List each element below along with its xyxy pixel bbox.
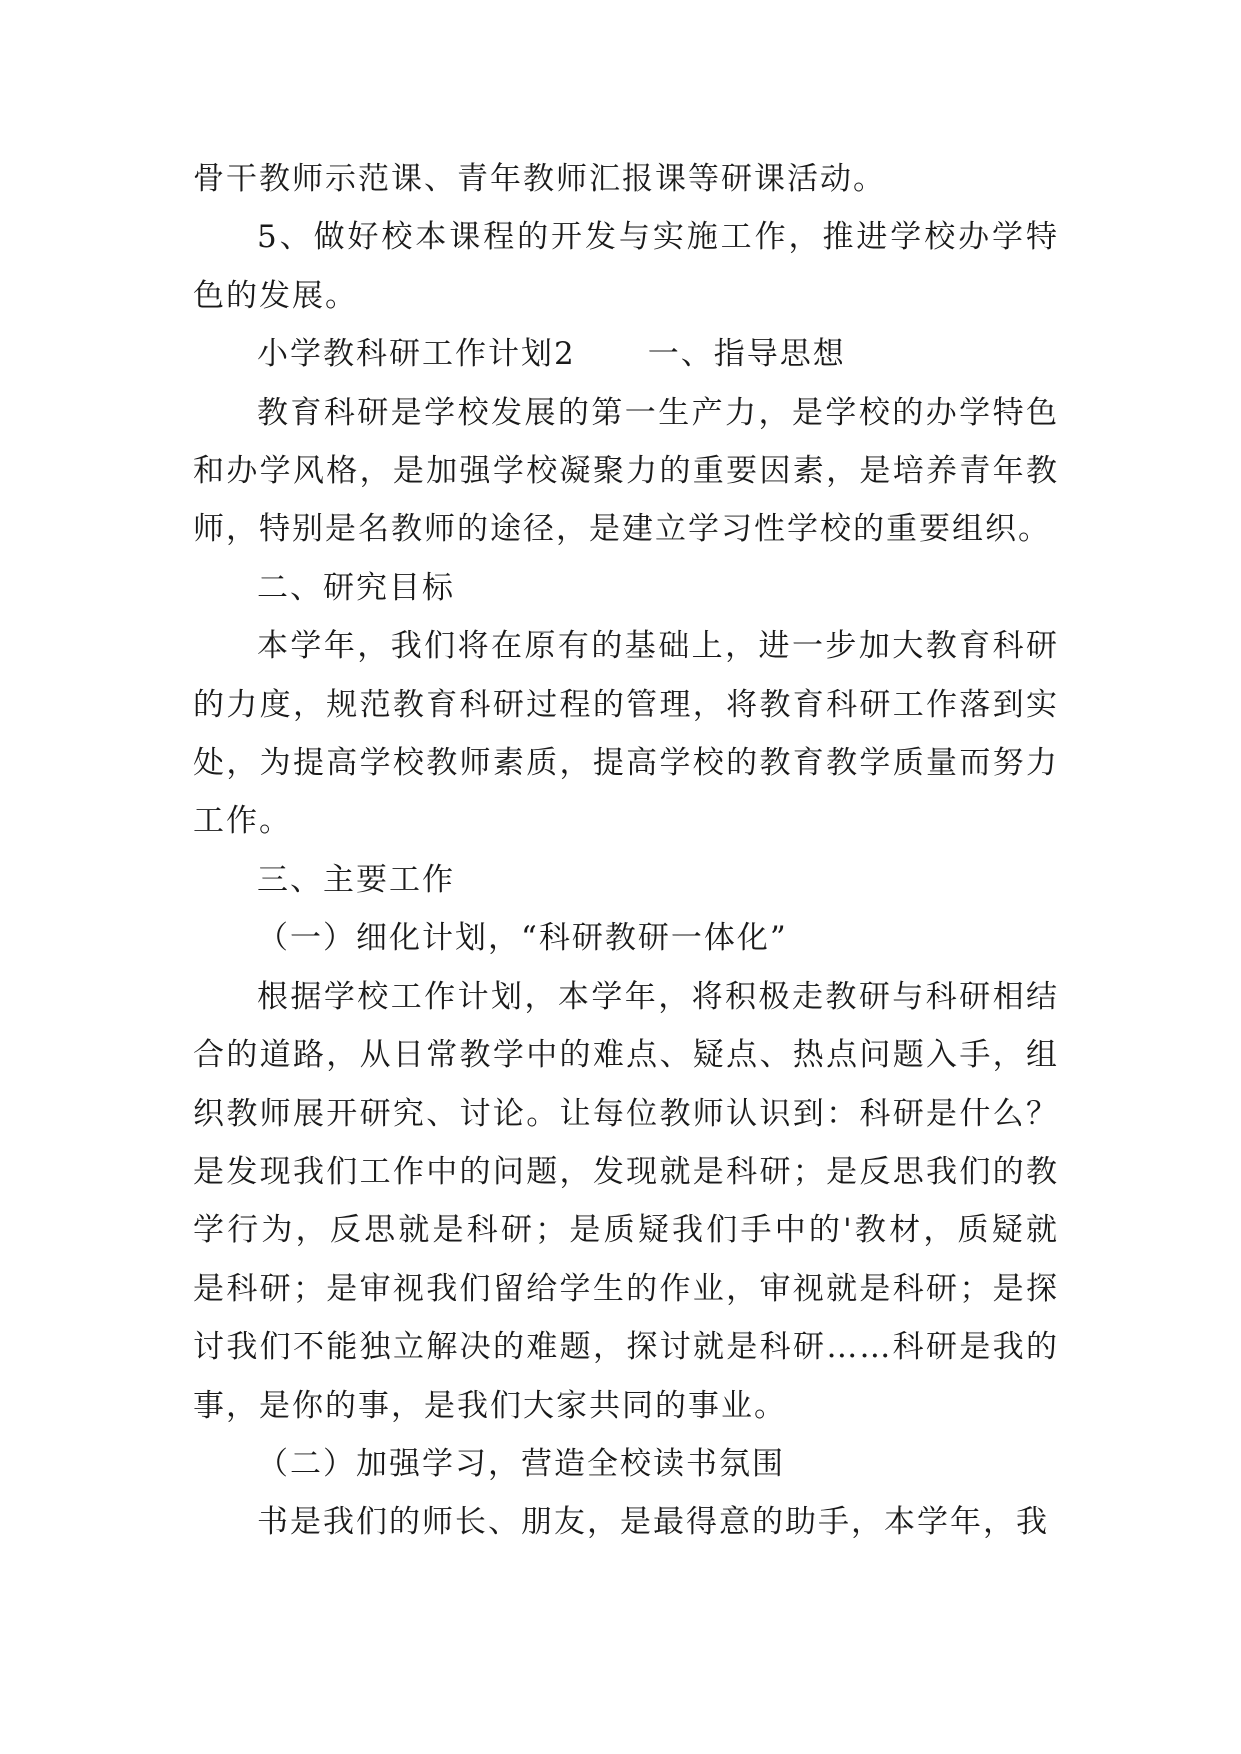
section-heading-guiding-ideology: 一、指导思想 bbox=[647, 336, 846, 373]
plan-heading bbox=[193, 325, 1059, 383]
paragraph-strengthen-learning: 书是我们的师长、朋友，是最得意的助手，本学年，我 bbox=[257, 1504, 1049, 1541]
paragraph-guiding-ideology: 教育科研是学校发展的第一生产力，是学校的办学特色和办学风格，是加强学校凝聚力的重要因素，是培养青年教师，特别是名教师的途径，是建立学习性学校的重要组织。 bbox=[193, 394, 1059, 548]
paragraph-continuation: 骨干教师示范课、青年教师汇报课等研课活动。 bbox=[193, 161, 886, 197]
document-body bbox=[193, 150, 1059, 1552]
section-heading-research-goals: 二、研究目标 bbox=[257, 569, 455, 606]
subheading-refine-plan: （一）细化计划，“科研教研一体化” bbox=[257, 920, 788, 957]
paragraph-item-5: 5、做好校本课程的开发与实施工作，推进学校办学特色的发展。 bbox=[193, 219, 1059, 314]
section-heading-main-work: 三、主要工作 bbox=[257, 861, 455, 898]
paragraph-refine-plan: 根据学校工作计划，本学年，将积极走教研与科研相结合的道路，从日常教学中的难点、疑点、热点问题入手，组织教师展开研究、讨论。让每位教师认识到：科研是什么？是发现我们工作中的问题，发现就是科研；是反思我们的教学行为，反思就是科研；是质疑我们手中的'教材，质疑就是科研；是审视我们留给学生的作业，审视就是科研；是探讨我们不能独立解决的难题，探讨就是科研……科研是我的事，是你的事，是我们大家共同的事业。 bbox=[193, 978, 1059, 1424]
subheading-strengthen-learning: （二）加强学习，营造全校读书氛围 bbox=[257, 1445, 785, 1482]
plan-title: 小学教科研工作计划2 bbox=[257, 336, 576, 373]
paragraph-research-goals: 本学年，我们将在原有的基础上，进一步加大教育科研的力度，规范教育科研过程的管理，将教育科研工作落到实处，为提高学校教师素质，提高学校的教育教学质量而努力工作。 bbox=[193, 628, 1059, 840]
